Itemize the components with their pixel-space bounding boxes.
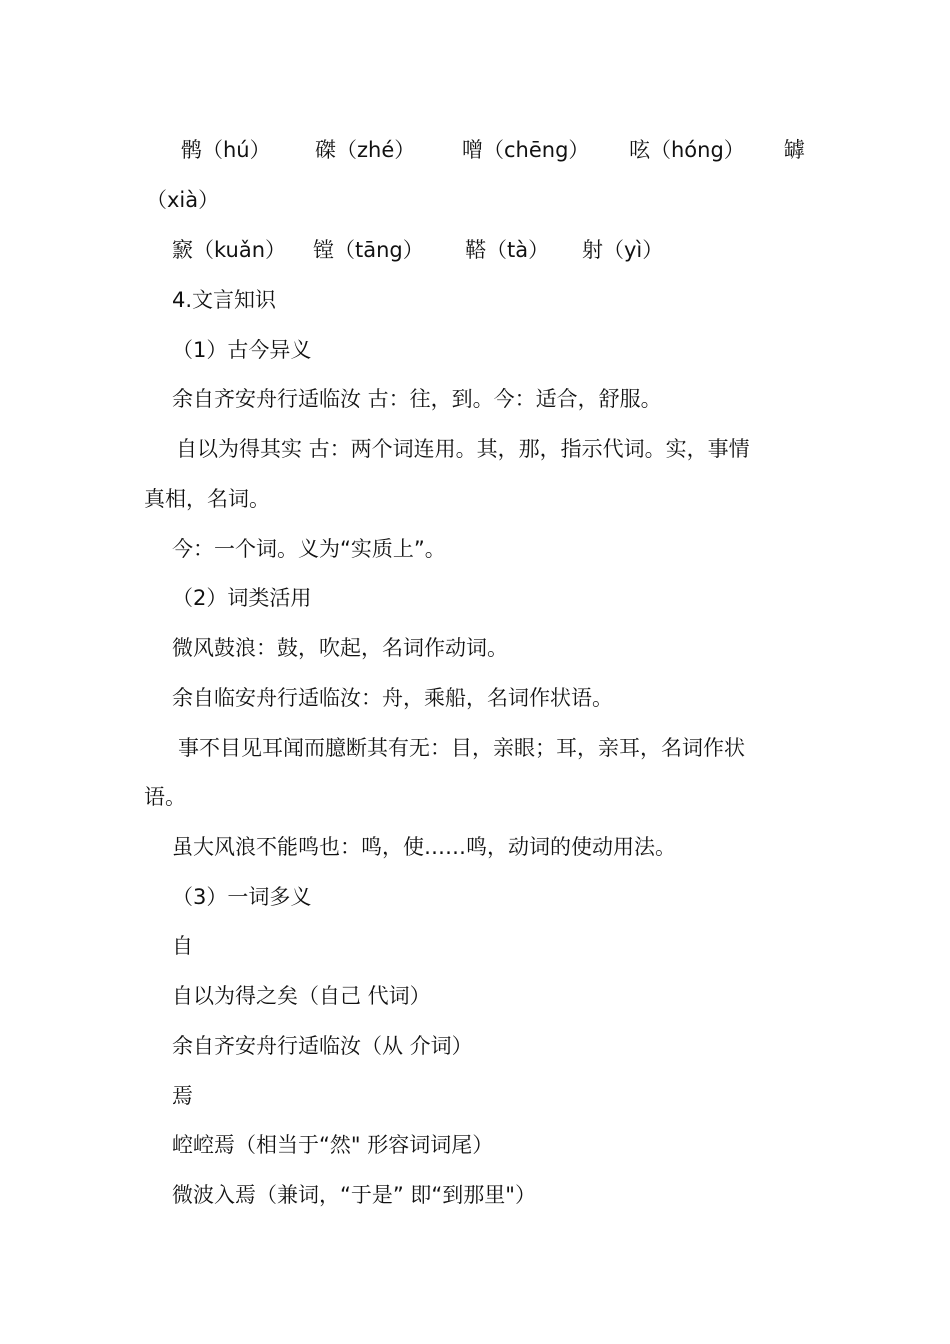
pinyin-item: （xià） [146, 188, 220, 212]
paragraph: 余自齐安舟行适临汝 古：往，到。今：适合，舒服。 [172, 387, 662, 411]
section-heading: 4.文言知识 [172, 288, 277, 312]
paragraph-continuation: 真相，名词。 [144, 487, 270, 511]
pinyin-item: 呟（hóng） [629, 138, 745, 162]
pinyin-item: 罅 [784, 138, 805, 162]
paragraph: 自以为得其实 古：两个词连用。其，那，指示代词。实，事情 [176, 437, 750, 461]
pinyin-item: 鞳（tà） [465, 238, 550, 262]
paragraph: 崆崆焉（相当于“然" 形容词词尾） [172, 1133, 494, 1157]
paragraph: 自以为得之矣（自己 代词） [172, 984, 431, 1008]
paragraph: 今：一个词。义为“实质上”。 [172, 537, 446, 561]
paragraph: 虽大风浪不能鸣也：鸣，使……鸣，动词的使动用法。 [172, 835, 676, 859]
pinyin-item: 磔（zhé） [315, 138, 416, 162]
pronunciation-row-2 [0, 235, 950, 265]
subsection-heading: （1）古今异义 [172, 338, 312, 362]
paragraph: 微风鼓浪：鼓，吹起，名词作动词。 [172, 636, 508, 660]
paragraph-continuation: 语。 [144, 785, 186, 809]
pronunciation-row-1 [0, 135, 950, 165]
pinyin-item: 噌（chēng） [462, 138, 590, 162]
paragraph: 余自齐安舟行适临汝（从 介词） [172, 1034, 473, 1058]
subsection-heading: （2）词类活用 [172, 586, 312, 610]
paragraph: 微波入焉（兼词，“于是” 即“到那里"） [172, 1183, 536, 1207]
paragraph: 余自临安舟行适临汝：舟，乘船，名词作状语。 [172, 686, 613, 710]
subsection-heading: （3）一词多义 [172, 885, 312, 909]
paragraph: 事不目见耳闻而臆断其有无：目，亲眼；耳，亲耳，名词作状 [178, 736, 745, 760]
pinyin-item: 窾（kuǎn） [172, 238, 287, 262]
pinyin-item: 射（yì） [582, 238, 664, 262]
term-word: 焉 [172, 1084, 193, 1108]
pinyin-item: 镗（tāng） [313, 238, 424, 262]
term-word: 自 [172, 934, 193, 958]
pinyin-item: 鹘（hú） [181, 138, 271, 162]
